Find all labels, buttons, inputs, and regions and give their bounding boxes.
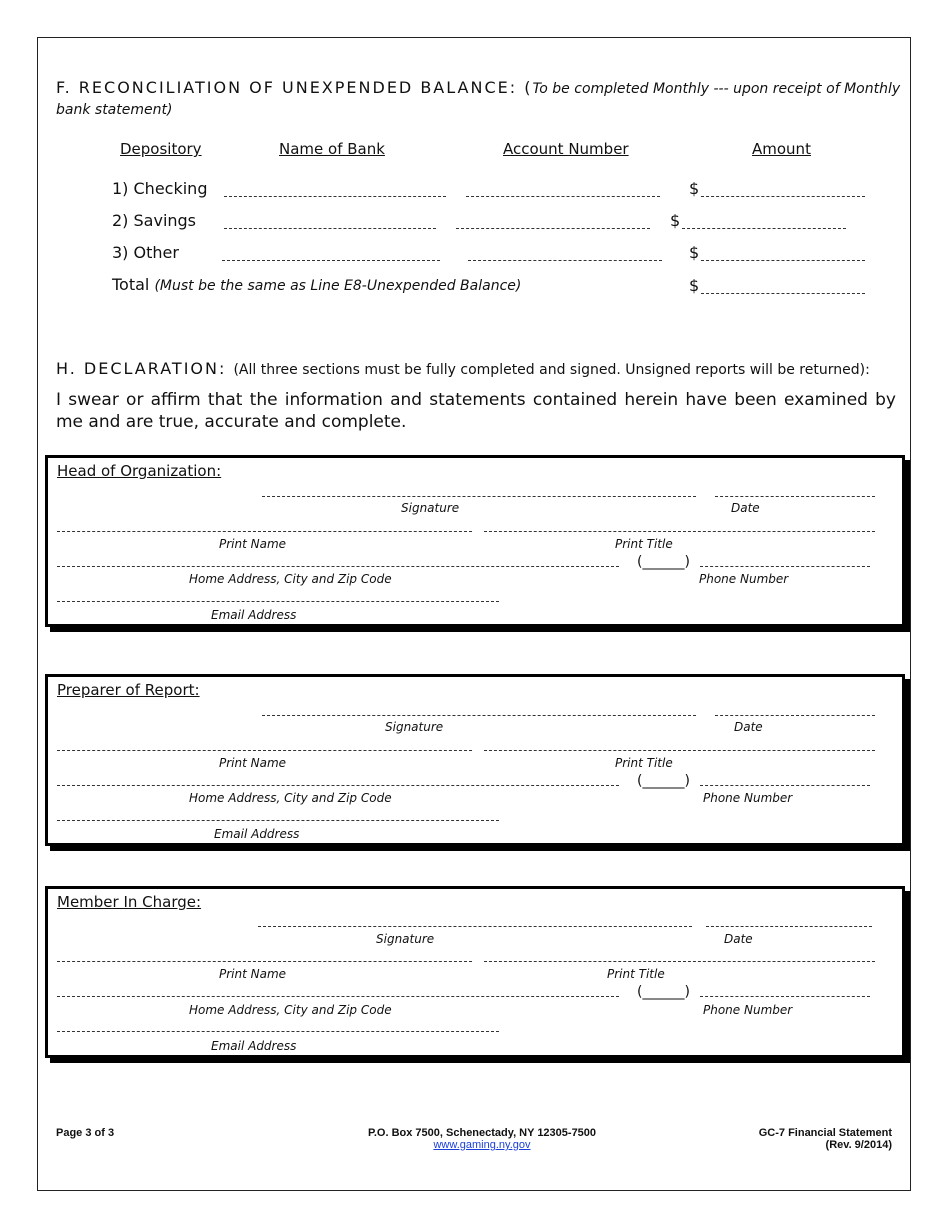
member-address-field[interactable] — [57, 996, 619, 997]
preparer-address-caption: Home Address, City and Zip Code — [189, 791, 392, 805]
head-of-organization-box — [45, 455, 905, 627]
member-print-name-field[interactable] — [57, 961, 472, 962]
head-print-title-field[interactable] — [484, 531, 875, 532]
footer-page-number: Page 3 of 3 — [56, 1127, 115, 1139]
head-email-field[interactable] — [57, 601, 499, 602]
savings-account-field[interactable] — [456, 228, 650, 229]
section-h-title: H. DECLARATION: (All three sections must be fully completed and signed. Unsigned reports will be returned): — [56, 359, 870, 378]
savings-bank-field[interactable] — [224, 228, 436, 229]
member-date-caption: Date — [724, 932, 753, 946]
footer-website-link[interactable]: www.gaming.ny.gov — [433, 1139, 531, 1151]
preparer-print-title-field[interactable] — [484, 750, 875, 751]
preparer-email-field[interactable] — [57, 820, 499, 821]
other-bank-field[interactable] — [222, 260, 440, 261]
savings-dollar: $ — [670, 211, 681, 230]
head-phone-area-code[interactable]: (______) — [637, 554, 690, 570]
other-amount-field[interactable] — [701, 260, 865, 261]
member-email-field[interactable] — [57, 1031, 499, 1032]
member-in-charge-box — [45, 886, 905, 1058]
preparer-print-name-caption: Print Name — [219, 756, 287, 770]
head-address-caption: Home Address, City and Zip Code — [189, 572, 392, 586]
col-depository: Depository — [120, 140, 202, 158]
footer-address — [330, 1127, 634, 1151]
preparer-print-name-field[interactable] — [57, 750, 472, 751]
section-f-title: F. RECONCILIATION OF UNEXPENDED BALANCE: (To be completed Monthly --- upon receipt of Monthly — [56, 78, 901, 97]
member-in-charge-title: Member In Charge: — [57, 893, 202, 911]
col-account-number: Account Number — [503, 140, 629, 158]
member-date-field[interactable] — [706, 926, 872, 927]
head-signature-field[interactable] — [262, 496, 696, 497]
preparer-date-field[interactable] — [715, 715, 875, 716]
row-checking-label: 1) Checking — [112, 179, 208, 198]
savings-amount-field[interactable] — [682, 228, 846, 229]
preparer-print-title-caption: Print Title — [615, 756, 673, 770]
section-f-note-cont: bank statement) — [56, 102, 173, 118]
member-phone-field[interactable] — [700, 996, 870, 997]
member-email-caption: Email Address — [211, 1039, 297, 1053]
head-print-title-caption: Print Title — [615, 537, 673, 551]
head-date-field[interactable] — [715, 496, 875, 497]
footer-revision: (Rev. 9/2014) — [825, 1139, 892, 1151]
preparer-of-report-title: Preparer of Report: — [57, 681, 200, 699]
footer-form-id — [700, 1127, 892, 1151]
head-print-name-field[interactable] — [57, 531, 472, 532]
total-dollar: $ — [689, 276, 700, 295]
member-phone-area-code[interactable]: (______) — [637, 984, 690, 1000]
preparer-date-caption: Date — [734, 720, 763, 734]
declaration-statement: I swear or affirm that the information and statements contained herein have been examined by me and are true, accurate and complete. — [56, 390, 896, 432]
checking-bank-field[interactable] — [224, 196, 446, 197]
preparer-phone-field[interactable] — [700, 785, 870, 786]
head-signature-caption: Signature — [401, 501, 460, 515]
preparer-signature-field[interactable] — [262, 715, 696, 716]
footer-postal-address: P.O. Box 7500, Schenectady, NY 12305-7500 — [367, 1127, 597, 1139]
preparer-signature-caption: Signature — [385, 720, 444, 734]
preparer-email-caption: Email Address — [214, 827, 300, 841]
preparer-phone-caption: Phone Number — [703, 791, 793, 805]
member-signature-field[interactable] — [258, 926, 692, 927]
head-phone-field[interactable] — [700, 566, 870, 567]
row-savings-label: 2) Savings — [112, 211, 197, 230]
member-signature-caption: Signature — [376, 932, 435, 946]
col-bank-name: Name of Bank — [279, 140, 385, 158]
head-of-organization-title: Head of Organization: — [57, 462, 222, 480]
head-email-caption: Email Address — [211, 608, 297, 622]
other-dollar: $ — [689, 243, 700, 262]
preparer-of-report-box — [45, 674, 905, 846]
head-print-name-caption: Print Name — [219, 537, 287, 551]
head-address-field[interactable] — [57, 566, 619, 567]
member-address-caption: Home Address, City and Zip Code — [189, 1003, 392, 1017]
member-phone-caption: Phone Number — [703, 1003, 793, 1017]
col-amount: Amount — [752, 140, 811, 158]
row-other-label: 3) Other — [112, 243, 179, 262]
preparer-address-field[interactable] — [57, 785, 619, 786]
member-print-title-caption: Print Title — [607, 967, 665, 981]
head-phone-caption: Phone Number — [699, 572, 789, 586]
checking-dollar: $ — [689, 179, 700, 198]
checking-amount-field[interactable] — [701, 196, 865, 197]
preparer-phone-area-code[interactable]: (______) — [637, 773, 690, 789]
total-amount-field[interactable] — [701, 293, 865, 294]
member-print-title-field[interactable] — [484, 961, 875, 962]
footer-form-name: GC-7 Financial Statement — [758, 1127, 892, 1139]
checking-account-field[interactable] — [466, 196, 660, 197]
other-account-field[interactable] — [468, 260, 662, 261]
head-date-caption: Date — [731, 501, 760, 515]
total-label: Total (Must be the same as Line E8-Unexpended Balance) — [112, 275, 522, 294]
member-print-name-caption: Print Name — [219, 967, 287, 981]
